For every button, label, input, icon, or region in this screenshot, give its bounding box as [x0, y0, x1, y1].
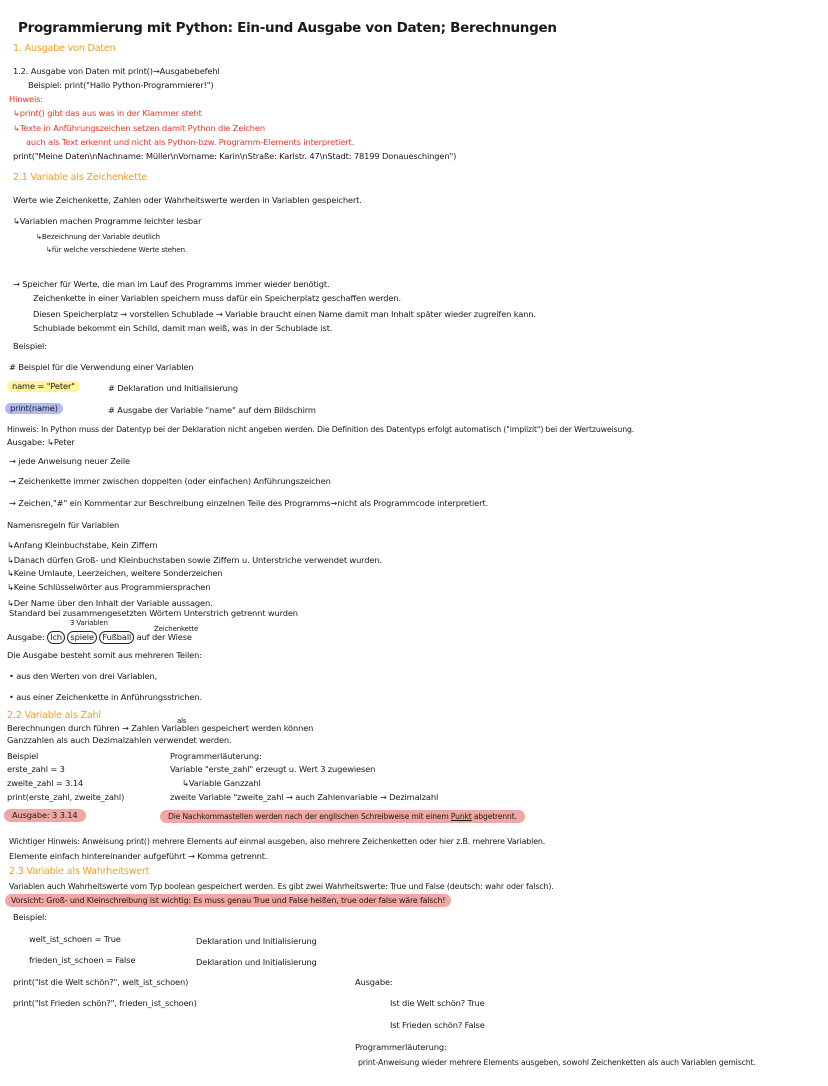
highlighted-code: print(name): [5, 403, 63, 414]
example-output-line: [7, 631, 192, 644]
section-heading-wahrheitswert: 2.3 Variable als Wahrheitswert: [9, 866, 150, 877]
highlighted-warning: Vorsicht: Groß- und Kleinschreibung ist wichtig: Es muss genau True und False heißen, true oder false wäre falsch!: [5, 894, 451, 907]
underlined-word: Punkt: [450, 812, 472, 821]
beispiel-label: Beispiel:: [13, 912, 47, 922]
rule-line: ↳Keine Umlaute, Leerzeichen, weitere Sonderzeichen: [7, 568, 223, 578]
text-line: → Speicher für Werte, die man im Lauf des Programms immer wieder benötigt.: [13, 279, 330, 289]
circled-word: Fußball: [99, 631, 134, 644]
text-line: Ganzzahlen als auch Dezimalzahlen verwendet werden.: [7, 735, 232, 745]
text-line: 1.2. Ausgabe von Daten mit print()→Ausgabebefehl: [13, 66, 220, 76]
annotation: als: [177, 717, 187, 725]
rule-line: ↳Keine Schlüsselwörter aus Programmiersprachen: [7, 582, 211, 592]
subheading: Namensregeln für Variablen: [7, 520, 120, 530]
section-heading-zeichenkette: 2.1 Variable als Zeichenkette: [13, 172, 148, 183]
bullet-item: • aus den Werten von drei Variablen,: [9, 671, 158, 681]
code-line: print("Meine Daten\nNachname: Müller\nVorname: Karin\nStraße: Karlstr. 47\nStadt: 78199 Donaueschingen"): [13, 151, 457, 161]
text-line: Berechnungen durch führen → Zahlen Variablen gespeichert werden können: [7, 723, 314, 733]
code-line: [5, 403, 63, 414]
comment-line: # Deklaration und Initialisierung: [108, 383, 238, 393]
explanation-line: zweite Variable "zweite_zahl → auch Zahlenvariable → Dezimalzahl: [170, 792, 439, 802]
section-heading-ausgabe: 1. Ausgabe von Daten: [13, 43, 116, 54]
explanation-heading: Programmerläuterung:: [170, 751, 262, 761]
explanation-heading: Programmerläuterung:: [355, 1042, 447, 1052]
explanation-line: Deklaration und Initialisierung: [196, 957, 317, 967]
rule-line: ↳Der Name über den Inhalt der Variable aussagen.: [7, 598, 213, 608]
text-line: → jede Anweisung neuer Zeile: [9, 456, 130, 466]
bullet-item: • aus einer Zeichenkette in Anführungsstrichen.: [9, 692, 202, 702]
page-title: Programmierung mit Python: Ein-und Ausgabe von Daten; Berechnungen: [18, 20, 557, 36]
explanation-line: Deklaration und Initialisierung: [196, 936, 317, 946]
output-line: Ausgabe: ↳Peter: [7, 437, 75, 447]
annotation: 3 Variablen: [70, 619, 108, 627]
hint-line: auch als Text erkennt und nicht als Python-bzw. Programm-Elements interpretiert.: [26, 137, 355, 147]
warning-line: [5, 894, 451, 907]
code-line: print("Ist die Welt schön?", welt_ist_schoen): [13, 977, 189, 987]
circled-word: spiele: [67, 631, 97, 644]
beispiel-label: Beispiel: [7, 751, 39, 761]
text-line: Variablen auch Wahrheitswerte vom Typ boolean gespeichert werden. Es gibt zwei Wahrheitswerte: True und False (deutsch: wahr oder falsch).: [9, 882, 554, 891]
section-heading-zahl: 2.2 Variable als Zahl: [7, 710, 101, 721]
code-line: frieden_ist_schoen = False: [29, 955, 136, 965]
rule-line: ↳Danach dürfen Groß- und Kleinbuchstaben sowie Ziffern u. Unterstriche verwendet wurden.: [7, 555, 382, 565]
ausgabe-label: Ausgabe:: [355, 977, 393, 987]
highlighted-note: [160, 810, 525, 823]
highlighted-output: Ausgabe: 3 3.14: [4, 809, 86, 822]
note-line: [160, 810, 525, 823]
code-line: print("Ist Frieden schön?", frieden_ist_schoen): [13, 998, 197, 1008]
text-line: Die Ausgabe besteht somit aus mehreren Teilen:: [7, 650, 202, 660]
note-text: Die Nachkommastellen werden nach der englischen Schreibweise mit einem: [168, 812, 449, 821]
rule-line: ↳Anfang Kleinbuchstabe, Kein Ziffern: [7, 540, 158, 550]
output-line: Ist die Welt schön? True: [390, 998, 485, 1008]
code-line: welt_ist_schoen = True: [29, 934, 121, 944]
code-line: zweite_zahl = 3.14: [7, 778, 84, 788]
code-line: [7, 381, 80, 392]
plain-text: auf der Wiese: [136, 632, 192, 642]
text-line: Diesen Speicherplatz → vorstellen Schublade → Variable braucht einen Name damit man Inhalt später wieder zugreifen kann.: [33, 309, 536, 319]
text-line: Schublade bekommt ein Schild, damit man weiß, was in der Schublade ist.: [33, 323, 333, 333]
text-line: Elemente einfach hintereinander aufgeführt → Komma getrennt.: [9, 851, 268, 861]
text-line: Wichtiger Hinweis: Anweisung print() mehrere Elements auf einmal ausgeben, also mehrere Zeichenketten oder hier z.B. mehrere Variablen.: [9, 837, 546, 846]
comment-line: # Beispiel für die Verwendung einer Variablen: [9, 362, 194, 372]
text-line: ↳Bezeichnung der Variable deutlich: [36, 232, 160, 241]
text-line: Werte wie Zeichenkette, Zahlen oder Wahrheitswerte werden in Variablen gespeichert.: [13, 195, 362, 205]
annotation: Zeichenkette: [154, 625, 199, 633]
output-line: Ist Frieden schön? False: [390, 1020, 485, 1030]
beispiel-label: Beispiel:: [13, 341, 47, 351]
rule-line: Standard bei zusammengesetzten Wörtern Unterstrich getrennt wurden: [9, 608, 298, 618]
hint-line: ↳print() gibt das aus was in der Klammer steht: [13, 108, 202, 118]
explanation-line: Variable "erste_zahl" erzeugt u. Wert 3 zugewiesen: [170, 764, 376, 774]
text-line: Beispiel: print("Hallo Python-Programmierer!"): [28, 80, 214, 90]
hint-line: ↳Texte in Anführungszeichen setzen damit Python die Zeichen: [13, 123, 265, 133]
comment-line: # Ausgabe der Variable "name" auf dem Bildschirm: [108, 405, 316, 415]
text-line: → Zeichen,"#" ein Kommentar zur Beschreibung einzelnen Teile des Programms→nicht als Programmcode interpretiert.: [9, 498, 488, 508]
text-line: ↳Variablen machen Programme leichter lesbar: [13, 216, 202, 226]
text-line: Zeichenkette in einer Variablen speichern muss dafür ein Speicherplatz geschaffen werden.: [33, 293, 401, 303]
output-line: [4, 809, 86, 822]
circled-word: Ich: [47, 631, 65, 644]
code-line: print(erste_zahl, zweite_zahl): [7, 792, 125, 802]
hinweis-label: Hinweis:: [9, 94, 43, 104]
code-line: erste_zahl = 3: [7, 764, 65, 774]
highlighted-code: name = "Peter": [7, 381, 80, 392]
note-text-end: abgetrennt.: [473, 812, 517, 821]
text-line: → Zeichenkette immer zwischen doppelten (oder einfachen) Anführungszeichen: [9, 476, 331, 486]
hinweis-line: Hinweis: In Python muss der Datentyp bei der Deklaration nicht angeben werden. Die Definition des Datentyps erfolgt automatisch ("implizit") bei der Wertzuweisung.: [7, 425, 635, 434]
explanation-line: ↳Variable Ganzzahl: [182, 778, 261, 788]
ausgabe-label: Ausgabe:: [7, 632, 45, 642]
explanation-line: print-Anweisung wieder mehrere Elements ausgeben, sowohl Zeichenketten als auch Variablen gemischt.: [358, 1058, 756, 1067]
text-line: ↳für welche verschiedene Werte stehen.: [46, 245, 188, 254]
